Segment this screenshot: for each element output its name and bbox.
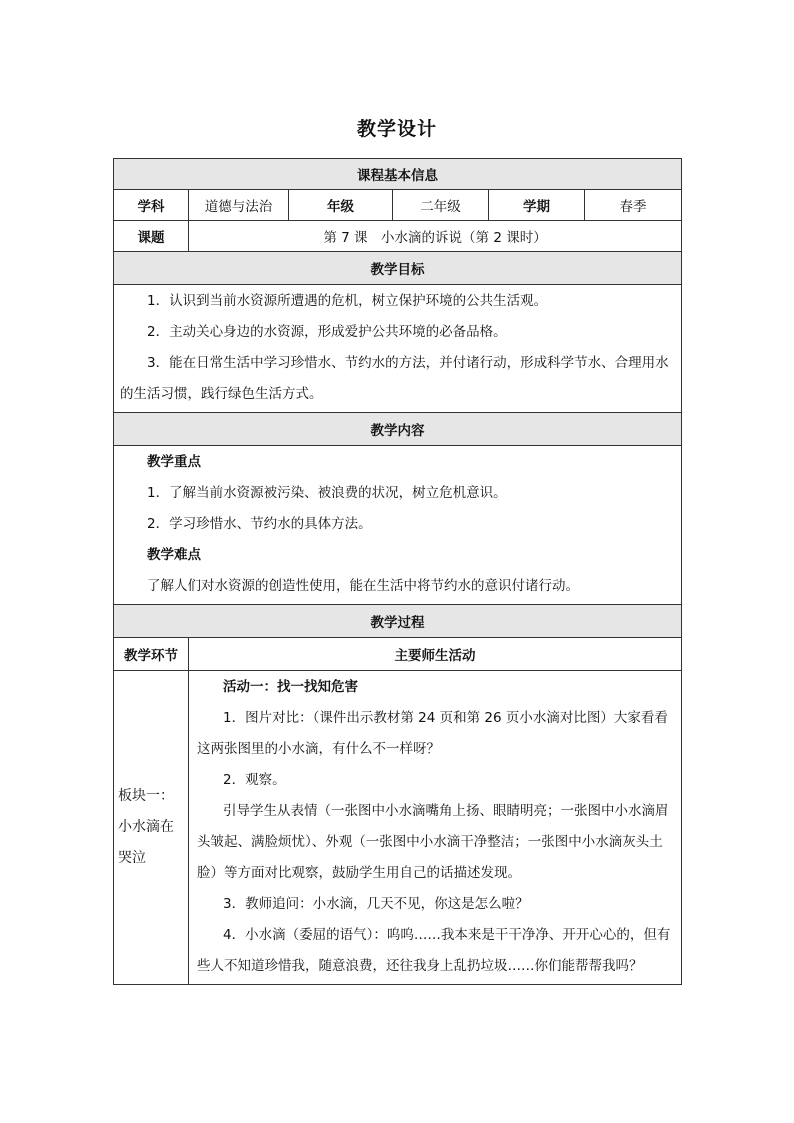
topic-label: 课题 [114,221,189,252]
activity-paragraph: 引导学生从表情（一张图中小水滴嘴角上扬、眼睛明亮；一张图中小水滴眉头皱起、满脸烦忧）、外观（一张图中小水滴干净整洁；一张图中小水滴灰头土脸）等方面对比观察，鼓励学生用自己的话描述发现。 [197,803,669,881]
subject-label: 学科 [114,190,189,221]
objective-item: 3．能在日常生活中学习珍惜水、节约水的方法，并付诸行动，形成科学节水、合理用水的生活习惯，践行绿色生活方式。 [120,355,669,402]
activity-title: 活动一：找一找知危害 [223,679,358,695]
activity-paragraph: 4．小水滴（委屈的语气）：呜呜……我本来是干干净净、开开心心的，但有些人不知道珍惜我，随意浪费，还往我身上乱扔垃圾……你们能帮帮我吗？ [197,927,671,974]
document-title: 教学设计 [356,118,437,140]
difficulty-label: 教学难点 [147,547,201,563]
key-point-item: 1．了解当前水资源被污染、被浪费的状况，树立危机意识。 [147,485,507,501]
objectives-header: 教学目标 [114,252,682,285]
objectives-cell [114,285,682,413]
objective-item: 1．认识到当前水资源所遭遇的危机，树立保护环境的公共生活观。 [147,293,548,309]
objective-item: 2．主动关心身边的水资源，形成爱护公共环境的必备品格。 [147,324,507,340]
grade-value: 二年级 [393,190,489,221]
activity-paragraph: 1．图片对比：（课件出示教材第 24 页和第 26 页小水滴对比图）大家看看这两张图里的小水滴，有什么不一样呀？ [197,710,668,757]
activity-paragraph: 2．观察。 [223,772,286,788]
process-col2-header: 主要师生活动 [189,638,682,671]
section-label: 板块一：小水滴在哭泣 [114,671,189,985]
process-col1-header: 教学环节 [114,638,189,671]
activity-cell [189,671,682,985]
subject-value: 道德与法治 [189,190,289,221]
topic-value: 第 7 课 小水滴的诉说（第 2 课时） [189,221,682,252]
difficulty-text: 了解人们对水资源的创造性使用，能在生活中将节约水的意识付诸行动。 [147,578,579,594]
basic-info-header: 课程基本信息 [114,159,682,190]
term-value: 春季 [585,190,682,221]
content-header: 教学内容 [114,413,682,446]
process-header: 教学过程 [114,605,682,638]
lesson-plan-table [113,158,682,985]
key-points-label: 教学重点 [147,454,201,470]
activity-paragraph: 3．教师追问：小水滴，几天不见，你这是怎么啦？ [223,896,529,912]
grade-label: 年级 [289,190,393,221]
term-label: 学期 [489,190,585,221]
key-point-item: 2．学习珍惜水、节约水的具体方法。 [147,516,372,532]
content-cell [114,446,682,605]
